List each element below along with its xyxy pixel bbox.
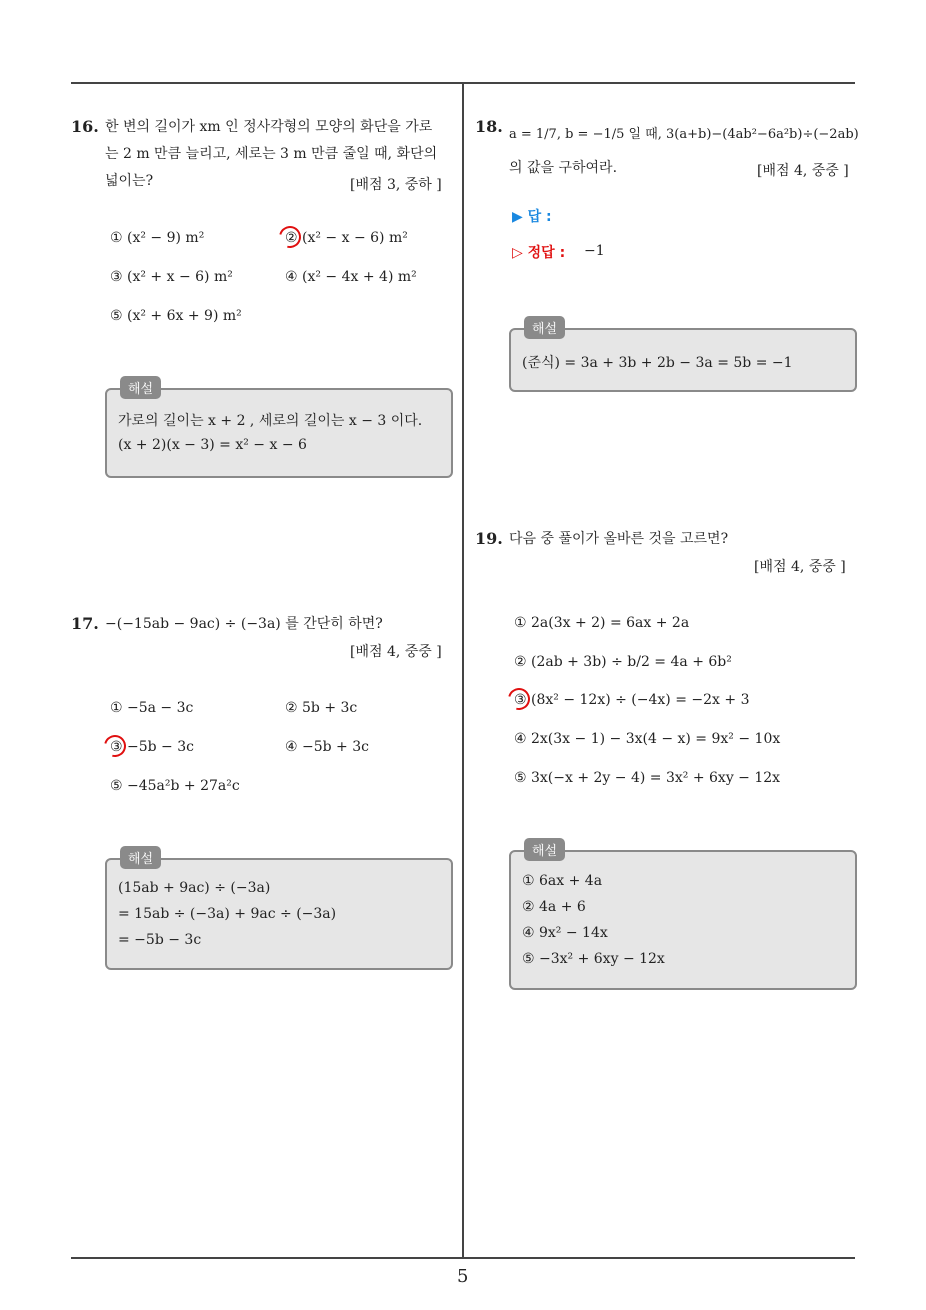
option-4[interactable]: ④ 2x(3x − 1) − 3x(4 − x) = 9x² − 10x: [514, 731, 781, 747]
question-number: 16.: [71, 117, 99, 136]
bottom-rule: [71, 1257, 855, 1259]
option-1[interactable]: ① (x² − 9) m²: [110, 230, 205, 246]
correct-answer-label: ▷ 정답 :: [512, 245, 566, 261]
correct-answer-value: −1: [584, 243, 605, 259]
solution-box: [105, 388, 453, 478]
question-text-line: 의 값을 구하여라.: [509, 160, 618, 176]
solution-line: ⑤ −3x² + 6xy − 12x: [522, 951, 665, 967]
option-4[interactable]: ④ (x² − 4x + 4) m²: [285, 269, 417, 285]
option-2[interactable]: ② (2ab + 3b) ÷ b/2 = 4a + 6b²: [514, 654, 732, 670]
solution-line: ② 4a + 6: [522, 899, 586, 915]
question-text-line: 넓이는?: [105, 173, 154, 189]
solution-line: = −5b − 3c: [118, 932, 202, 948]
option-3[interactable]: ③ (8x² − 12x) ÷ (−4x) = −2x + 3: [514, 692, 750, 708]
question-text-line: 는 2 m 만큼 늘리고, 세로는 3 m 만큼 줄일 때, 화단의: [105, 146, 438, 162]
solution-box: [509, 850, 857, 990]
option-1[interactable]: ① 2a(3x + 2) = 6ax + 2a: [514, 615, 690, 631]
question-number: 18.: [475, 117, 503, 136]
answer-mark-circle: [100, 731, 130, 761]
score-label: [배점 3, 중하 ]: [350, 177, 442, 193]
solution-line: (준식) = 3a + 3b + 2b − 3a = 5b = −1: [522, 355, 793, 371]
question-number: 17.: [71, 614, 99, 633]
question-text-line: 다음 중 풀이가 올바른 것을 고르면?: [509, 531, 729, 547]
page-number: 5: [457, 1266, 469, 1287]
option-3[interactable]: ③ (x² + x − 6) m²: [110, 269, 233, 285]
solution-tag: 해설: [120, 846, 161, 869]
solution-line: 가로의 길이는 x + 2 , 세로의 길이는 x − 3 이다.: [118, 413, 423, 429]
score-label: [배점 4, 중중 ]: [350, 644, 442, 660]
option-5[interactable]: ⑤ −45a²b + 27a²c: [110, 778, 240, 794]
question-text-line: a = 1/7, b = −1/5 일 때, 3(a+b)−(4ab²−6a²b)÷(−2ab): [509, 127, 859, 142]
option-1[interactable]: ① −5a − 3c: [110, 700, 194, 716]
option-3[interactable]: ③ −5b − 3c: [110, 739, 194, 755]
answer-mark-circle: [275, 222, 305, 252]
question-number: 19.: [475, 529, 503, 548]
answer-field-label[interactable]: ▶ 답 :: [512, 209, 552, 225]
score-label: [배점 4, 중중 ]: [757, 163, 849, 179]
solution-line: ① 6ax + 4a: [522, 873, 603, 889]
score-label: [배점 4, 중중 ]: [754, 559, 846, 575]
question-text-line: 한 변의 길이가 xm 인 정사각형의 모양의 화단을 가로: [105, 119, 433, 135]
solution-line: (x + 2)(x − 3) = x² − x − 6: [118, 437, 307, 453]
column-divider: [462, 84, 464, 1259]
question-text-line: −(−15ab − 9ac) ÷ (−3a) 를 간단히 하면?: [105, 616, 383, 632]
option-2[interactable]: ② 5b + 3c: [285, 700, 358, 716]
option-2[interactable]: ② (x² − x − 6) m²: [285, 230, 408, 246]
option-5[interactable]: ⑤ (x² + 6x + 9) m²: [110, 308, 242, 324]
option-4[interactable]: ④ −5b + 3c: [285, 739, 369, 755]
solution-line: (15ab + 9ac) ÷ (−3a): [118, 880, 271, 896]
option-5[interactable]: ⑤ 3x(−x + 2y − 4) = 3x² + 6xy − 12x: [514, 770, 781, 786]
answer-mark-circle: [504, 684, 534, 714]
solution-line: = 15ab ÷ (−3a) + 9ac ÷ (−3a): [118, 906, 337, 922]
solution-tag: 해설: [120, 376, 161, 399]
solution-tag: 해설: [524, 838, 565, 861]
solution-line: ④ 9x² − 14x: [522, 925, 608, 941]
solution-tag: 해설: [524, 316, 565, 339]
